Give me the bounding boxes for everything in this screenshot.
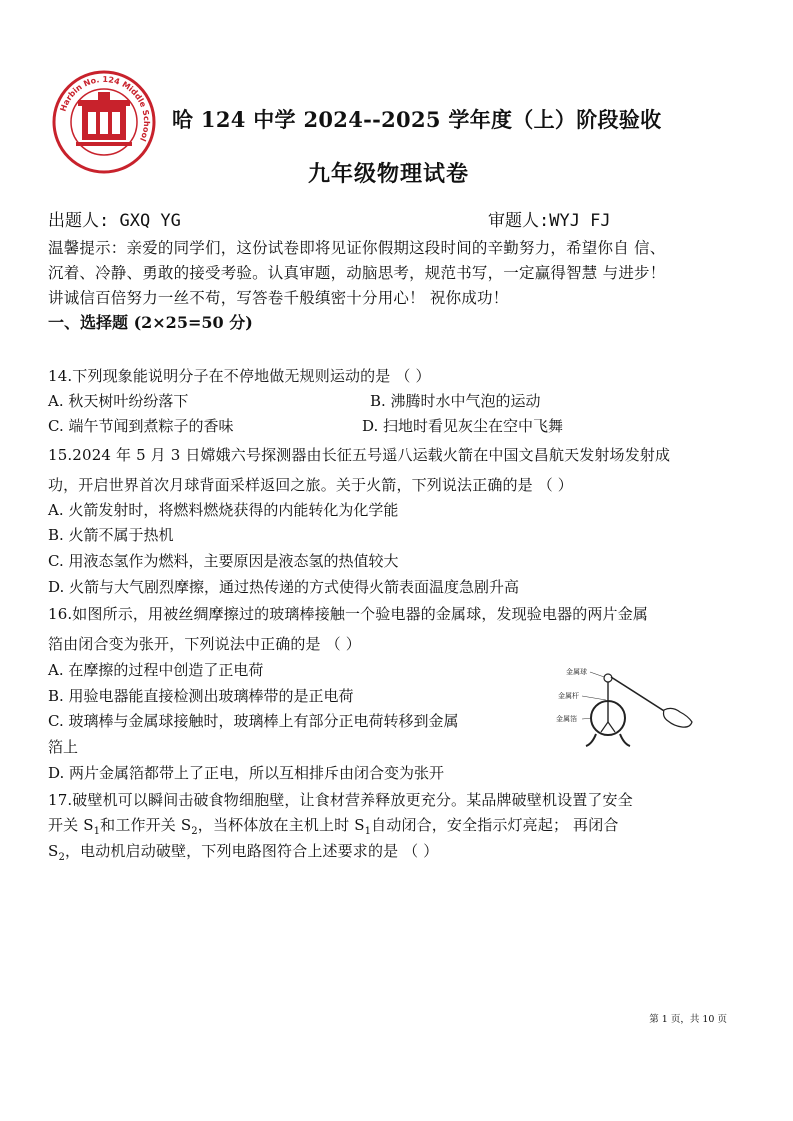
metal-ball	[604, 674, 612, 682]
q14-stem: 14.下列现象能说明分子在不停地做无规则运动的是 （ ）	[48, 367, 431, 385]
section-title: 一、选择题 (2×25=50 分)	[48, 313, 253, 332]
q17-line-3: $S_2$，电动机启动破壁，下列电路图符合上述要求的是 （ ）	[48, 842, 439, 863]
q15-option-c: C. 用液态氢作为燃料，主要原因是液态氢的热值较大	[48, 552, 399, 570]
q15-option-a: A. 火箭发射时，将燃料燃烧获得的内能转化为化学能	[48, 501, 399, 519]
exam-title: 哈 124 中学 2024--2025 学年度（上）阶段验收	[172, 107, 662, 132]
q16-option-a: A. 在摩擦的过程中创造了正电荷	[48, 661, 264, 679]
q16-option-b: B. 用验电器能直接检测出玻璃棒带的是正电荷	[48, 687, 354, 705]
q16-option-c-line-1: C. 玻璃棒与金属球接触时，玻璃棒上有部分正电荷转移到金属	[48, 712, 459, 730]
exam-subtitle: 九年级物理试卷	[308, 161, 470, 187]
q14-option-c: C. 端午节闻到煮粽子的香味	[48, 417, 234, 435]
hand-icon	[664, 708, 693, 727]
q17-line-2: 开关 $S_1$和工作开关 $S_2$，当杯体放在主机上时 $S_1$自动闭合，安全指示灯亮起； 再闭合	[48, 816, 619, 837]
q17-line-1: 17.破壁机可以瞬间击破食物细胞壁，让食材营养释放更充分。某品牌破壁机设置了安全	[48, 791, 633, 809]
logo-ring-text: Harbin No. 124 Middle School	[58, 74, 152, 143]
q14-option-b: B. 沸腾时水中气泡的运动	[370, 392, 541, 410]
page-number: 第 1 页，共 10 页	[649, 1014, 727, 1025]
label-metal-foil: 金属箔	[556, 715, 577, 723]
question-setter: 出题人: GXQ YG	[48, 211, 181, 231]
q16-stem-line-2: 箔由闭合变为张开，下列说法中正确的是 （ ）	[48, 635, 361, 653]
logo-emblem	[76, 92, 132, 146]
q15-stem-line-2: 功，开启世界首次月球背面采样返回之旅。关于火箭，下列说法正确的是 （ ）	[48, 476, 573, 494]
q15-option-b: B. 火箭不属于热机	[48, 526, 174, 544]
electroscope-figure	[552, 660, 702, 750]
question-reviewer: 审题人:WYJ FJ	[488, 211, 611, 231]
school-logo	[52, 70, 156, 174]
intro-line-1: 温馨提示：亲爱的同学们，这份试卷即将见证你假期这段时间的辛勤努力，希望你自 信、	[48, 239, 666, 257]
q15-stem-line-1: 15.2024 年 5 月 3 日嫦娥六号探测器由长征五号遥八运载火箭在中国文昌航天发射场发射成	[48, 446, 671, 464]
intro-line-3: 讲诚信百倍努力一丝不苟，写答卷千般缜密十分用心！ 祝你成功！	[48, 289, 509, 307]
q16-option-c-line-2: 箔上	[48, 738, 79, 756]
label-metal-ball: 金属球	[566, 668, 587, 676]
label-metal-rod: 金属杆	[558, 692, 579, 700]
q14-option-a: A. 秋天树叶纷纷落下	[48, 392, 189, 410]
q14-option-d: D. 扫地时看见灰尘在空中飞舞	[362, 417, 564, 435]
intro-line-2: 沉着、冷静、勇敢的接受考验。认真审题，动脑思考，规范书写，一定赢得智慧 与进步！	[48, 264, 666, 282]
q15-option-d: D. 火箭与大气剧烈摩擦，通过热传递的方式使得火箭表面温度急剧升高	[48, 578, 520, 596]
q16-stem-line-1: 16.如图所示，用被丝绸摩擦过的玻璃棒接触一个验电器的金属球，发现验电器的两片金属	[48, 605, 649, 623]
q16-option-d: D. 两片金属箔都带上了正电，所以互相排斥由闭合变为张开	[48, 764, 445, 782]
